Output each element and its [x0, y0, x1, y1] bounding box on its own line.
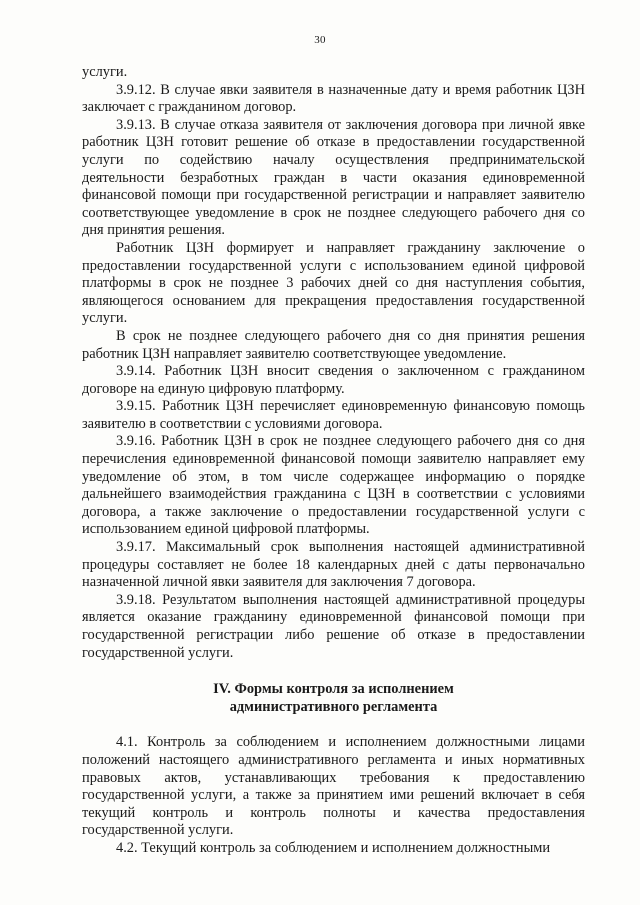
- section-heading-line2: административного регламента: [229, 698, 438, 715]
- paragraph-notification-deadline: В срок не позднее следующего рабочего дня со дня принятия решения работник ЦЗН направляет заявителю соответствующее уведомление.: [82, 327, 585, 362]
- page-number: 30: [314, 34, 326, 46]
- paragraph-3-9-17: 3.9.17. Максимальный срок выполнения настоящей административной процедуры составляет не более 18 календарных дней с даты первоначально назначенной личной явки заявителя для заключения 7 договора.: [82, 539, 585, 591]
- paragraph-4-2: 4.2. Текущий контроль за соблюдением и исполнением должностными: [116, 839, 551, 856]
- paragraph-3-9-13: 3.9.13. В случае отказа заявителя от заключения договора при личной явке работник ЦЗН готовит решение об отказе в предоставлении государственной услуги по содействию началу осуществления предпринимательской деятельности безработных граждан в части оказания единовременной финансовой помощи при государственной регистрации и направляет заявителю соответствующее уведомление в срок не позднее следующего рабочего дня со дня принятия решения.: [82, 116, 585, 239]
- section-heading: [82, 681, 585, 716]
- paragraph-3-9-18: 3.9.18. Результатом выполнения настоящей административной процедуры является оказание гражданину единовременной финансовой помощи при государственной регистрации либо решение об отказе в предоставлении государственной услуги.: [82, 591, 585, 661]
- paragraph-3-9-15: 3.9.15. Работник ЦЗН перечисляет единовременную финансовую помощь заявителю в соответствии с условиями договора.: [82, 398, 585, 432]
- section-heading-line1: IV. Формы контроля за исполнением: [213, 681, 454, 698]
- paragraph-3-9-16: 3.9.16. Работник ЦЗН в срок не позднее следующего рабочего дня со дня перечисления единовременной финансовой помощи заявителю направляет ему уведомление об этом, в том числе содержащее информацию о порядке дальнейшего взаимодействия гражданина с ЦЗН в соответствии с условиями договора, а также заключение о предоставлении государственной услуги с использованием единой цифровой платформы.: [82, 433, 585, 538]
- paragraph-conclusion-forming: Работник ЦЗН формирует и направляет гражданину заключение о предоставлении государственной услуги с использованием единой цифровой платформы в срок не позднее 3 рабочих дней со дня наступления события, являющегося основанием для прекращения предоставления государственной услуги.: [82, 239, 585, 327]
- document-body: [82, 64, 585, 858]
- paragraph-3-9-14: 3.9.14. Работник ЦЗН вносит сведения о заключенном с гражданином договоре на единую цифровую платформу.: [82, 363, 585, 397]
- paragraph-3-9-12: 3.9.12. В случае явки заявителя в назначенные дату и время работник ЦЗН заключает с гражданином договор.: [82, 81, 585, 116]
- paragraph-4-1: 4.1. Контроль за соблюдением и исполнением должностными лицами положений настоящего административного регламента и иных нормативных правовых актов, устанавливающих требования к предоставлению государственной услуги, а также за принятием ими решений включает в себя текущий контроль и контроль полноты и качества предоставления государственной услуги.: [82, 734, 585, 839]
- paragraph-continuation: услуги.: [82, 64, 128, 80]
